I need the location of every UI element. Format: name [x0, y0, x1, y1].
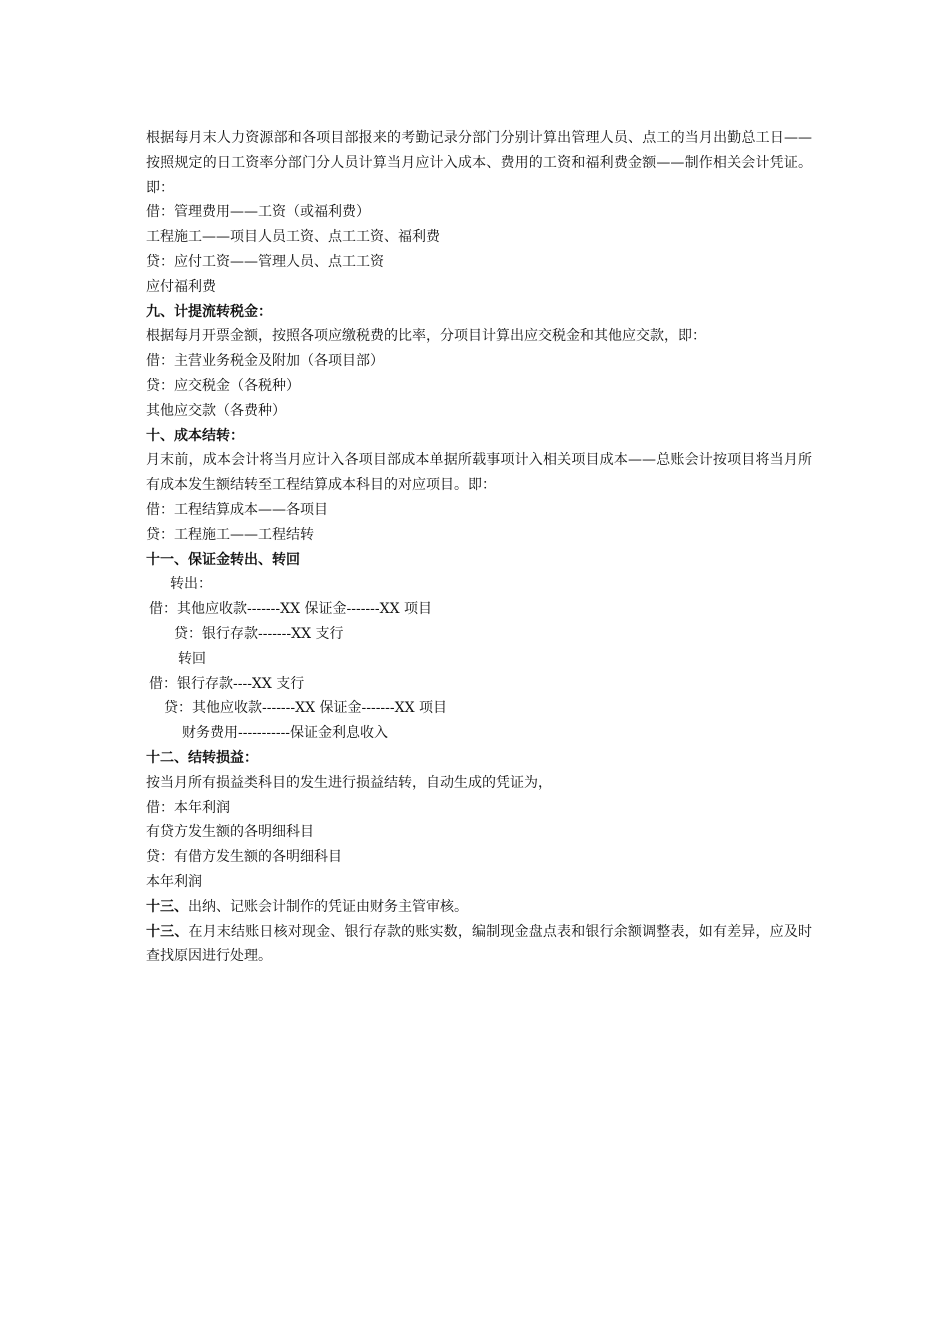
salary-paragraph: 根据每月末人力资源部和各项目部报来的考勤记录分部门分别计算出管理人员、点工的当月出勤总工日——按照规定的日工资率分部门分人员计算当月应计入成本、费用的工资和福利费金额——制作相关会计凭证。即： — [146, 130, 812, 196]
section-13a-heading: 十三、 — [146, 898, 188, 915]
section-9-entry-other: 其他应交款（各费种） — [146, 402, 286, 419]
salary-entry-debit: 借：管理费用——工资（或福利费） — [146, 204, 370, 221]
section-9-paragraph: 根据每月开票金额，按照各项应缴税费的比率，分项目计算出应交税金和其他应交款，即： — [146, 328, 706, 345]
section-11-transfer-back-finance: 财务费用-----------保证金利息收入 — [182, 725, 389, 742]
section-12-heading: 十二、结转损益： — [146, 749, 258, 766]
section-11-transfer-out-credit: 贷：银行存款-------XX 支行 — [174, 625, 344, 642]
document-body — [146, 126, 812, 969]
section-13a — [146, 895, 812, 920]
salary-entry-project: 工程施工——项目人员工资、点工工资、福利费 — [146, 229, 440, 246]
section-10-heading: 十、成本结转： — [146, 427, 244, 444]
section-12-entry-credit: 贷：有借方发生额的各明细科目 — [146, 849, 342, 866]
section-12-entry-debit: 借：本年利润 — [146, 799, 230, 816]
section-11-transfer-back-credit: 贷：其他应收款-------XX 保证金-------XX 项目 — [164, 700, 447, 717]
section-11-heading: 十一、保证金转出、转回 — [146, 551, 300, 568]
section-13b — [146, 920, 812, 970]
section-11-transfer-back-debit: 借：银行存款----XX 支行 — [149, 675, 305, 692]
section-13a-text: 出纳、记账会计制作的凭证由财务主管审核。 — [188, 898, 468, 915]
section-12-entry-profit: 本年利润 — [146, 873, 202, 890]
section-10-paragraph: 月末前，成本会计将当月应计入各项目部成本单据所载事项计入相关项目成本——总账会计按项目将当月所有成本发生额结转至工程结算成本科目的对应项目。即： — [146, 452, 812, 494]
section-12-paragraph: 按当月所有损益类科目的发生进行损益结转，自动生成的凭证为， — [146, 774, 552, 791]
section-11-transfer-out-debit: 借：其他应收款-------XX 保证金-------XX 项目 — [149, 601, 432, 618]
section-11-transfer-back-label: 转回 — [178, 650, 206, 667]
section-13b-text: 在月末结账日核对现金、银行存款的账实数，编制现金盘点表和银行余额调整表，如有差异，应及时查找原因进行处理。 — [146, 923, 813, 965]
section-12-entry-credit-accounts: 有贷方发生额的各明细科目 — [146, 824, 314, 841]
section-11-transfer-out-label: 转出： — [170, 576, 212, 593]
salary-entry-credit: 贷：应付工资——管理人员、点工工资 — [146, 253, 384, 270]
salary-entry-welfare: 应付福利费 — [146, 278, 216, 295]
section-9-entry-credit: 贷：应交税金（各税种） — [146, 377, 300, 394]
section-9-heading: 九、计提流转税金： — [146, 303, 272, 320]
section-10-entry-debit: 借：工程结算成本——各项目 — [146, 501, 328, 518]
section-13b-heading: 十三、 — [146, 923, 189, 940]
section-9-entry-debit: 借：主营业务税金及附加（各项目部） — [146, 353, 384, 370]
section-10-entry-credit: 贷：工程施工——工程结转 — [146, 526, 314, 543]
